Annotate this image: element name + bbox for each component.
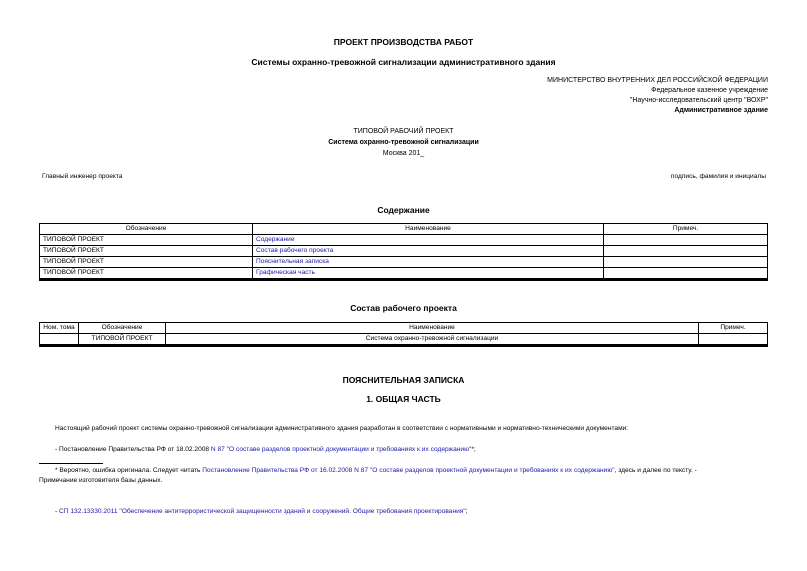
table-row [40,246,768,257]
ministry-line-4: Административное здание [674,107,768,114]
contents-link[interactable]: Содержание [253,235,604,246]
cell-note [699,334,768,346]
col-header-name: Наименование [253,224,604,235]
reference-prefix: - [55,508,60,515]
ministry-line-3: "Научно-исследовательский центр "ВОХР" [629,97,768,104]
explanatory-note-link[interactable]: Пояснительная записка [253,257,604,268]
composition-link[interactable]: Состав рабочего проекта [253,246,604,257]
reference-item-2 [55,508,468,515]
col-header-note: Примеч. [604,224,768,235]
footnote [55,467,697,474]
col-header-name: Наименование [166,323,699,334]
table-row [40,257,768,268]
reference-item-1 [55,446,476,453]
cell-volume [40,334,79,346]
table-header-row [40,224,768,235]
footnote-prefix: * Вероятно, ошибка оригинала. Следует читать [55,467,203,474]
section-heading: 1. ОБЩАЯ ЧАСТЬ [366,394,441,404]
col-header-code: Обозначение [40,224,253,235]
cell-note [604,246,768,257]
cell-code: ТИПОВОЙ ПРОЕКТ [40,268,253,280]
cell-code: ТИПОВОЙ ПРОЕКТ [40,246,253,257]
cell-code: ТИПОВОЙ ПРОЕКТ [40,257,253,268]
reference-suffix: *; [471,446,476,453]
col-header-volume: Ном. тома [40,323,79,334]
contents-table [39,223,768,281]
cell-code: ТИПОВОЙ ПРОЕКТ [79,334,166,346]
reference-suffix: ; [465,508,468,515]
table-row [40,334,768,346]
footnote-divider [39,463,103,464]
cell-name: Система охранно-тревожной сигнализации [166,334,699,346]
page-title: ПРОЕКТ ПРОИЗВОДСТВА РАБОТ [333,37,474,47]
composition-heading: Состав рабочего проекта [350,303,457,313]
table-row [40,235,768,246]
graphic-part-link[interactable]: Графическая часть [253,268,604,280]
chief-engineer-label: Главный инженер проекта [42,173,123,180]
reference-prefix: - Постановление Правительства РФ от 18.02.2008 [55,446,211,453]
cell-note [604,268,768,280]
ministry-line-2: Федеральное казенное учреждение [651,87,768,94]
typical-project-title: ТИПОВОЙ РАБОЧИЙ ПРОЕКТ [353,128,454,135]
composition-table [39,322,768,347]
explanatory-note-heading: ПОЯСНИТЕЛЬНАЯ ЗАПИСКА [342,375,465,385]
footnote-suffix: , здесь и далее по тексту. - [614,467,697,474]
sp-132-link[interactable]: СП 132.13330.2011 "Обеспечение антитеррористической защищенности зданий и сооружений. Общие требования проектирования" [59,508,466,515]
decree-87-link[interactable]: N 87 "О составе разделов проектной документации и требованиях к их содержанию" [210,446,472,453]
cell-note [604,257,768,268]
contents-heading: Содержание [377,205,430,215]
footnote-decree-link[interactable]: Постановление Правительства РФ от 16.02.2008 N 87 "О составе разделов проектной документации и требованиях к их содержанию" [202,467,615,474]
ministry-line-1: МИНИСТЕРСТВО ВНУТРЕННИХ ДЕЛ РОССИЙСКОЙ ФЕДЕРАЦИИ [547,77,768,84]
page-subtitle: Системы охранно-тревожной сигнализации административного здания [251,57,556,67]
col-header-note: Примеч. [699,323,768,334]
table-header-row [40,323,768,334]
intro-paragraph: Настоящий рабочий проект системы охранно-тревожной сигнализации административного здания разработан в соответствии с нормативными и нормативно-техническими документами: [55,425,629,432]
signature-label: подпись, фамилия и инициалы [670,173,766,180]
col-header-code: Обозначение [79,323,166,334]
table-row [40,268,768,280]
cell-note [604,235,768,246]
footnote-line-2: Примечание изготовителя базы данных. [39,477,163,484]
typical-project-system: Система охранно-тревожной сигнализации [328,139,479,146]
typical-project-city: Москва 201_ [382,150,425,157]
cell-code: ТИПОВОЙ ПРОЕКТ [40,235,253,246]
